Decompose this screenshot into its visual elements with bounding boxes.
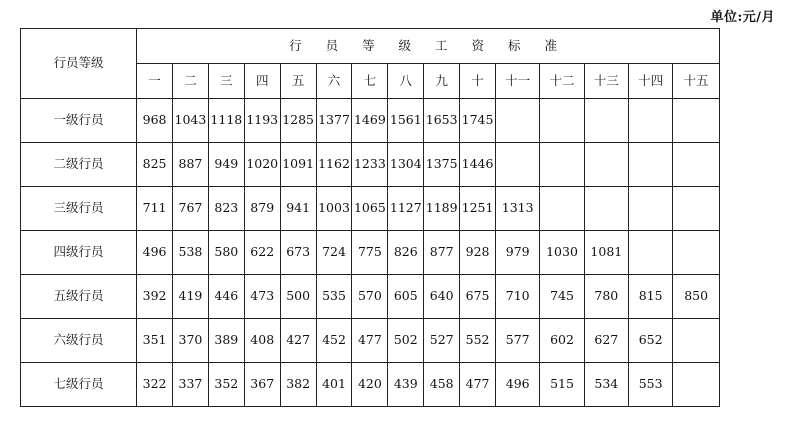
- wage-cell: [629, 99, 673, 143]
- wage-cell: [629, 187, 673, 231]
- wage-cell: [673, 99, 720, 143]
- wage-cell: 711: [137, 187, 173, 231]
- wage-cell: 553: [629, 363, 673, 407]
- row-label: 七级行员: [21, 363, 137, 407]
- wage-cell: 1375: [424, 143, 460, 187]
- row-label: 六级行员: [21, 319, 137, 363]
- wage-cell: 352: [208, 363, 244, 407]
- wage-cell: 1285: [280, 99, 316, 143]
- wage-cell: 1030: [540, 231, 584, 275]
- wage-cell: 1118: [208, 99, 244, 143]
- row-label: 五级行员: [21, 275, 137, 319]
- wage-cell: 879: [244, 187, 280, 231]
- wage-standard-table: [20, 28, 720, 407]
- unit-label: 单位:元/月: [710, 10, 775, 25]
- wage-cell: 452: [316, 319, 352, 363]
- wage-cell: 815: [629, 275, 673, 319]
- wage-cell: [673, 231, 720, 275]
- wage-cell: 1313: [496, 187, 540, 231]
- wage-cell: 979: [496, 231, 540, 275]
- header-row-title: [21, 29, 720, 64]
- table-row: [21, 319, 720, 363]
- wage-cell: 577: [496, 319, 540, 363]
- wage-cell: 570: [352, 275, 388, 319]
- wage-cell: 1043: [173, 99, 209, 143]
- wage-cell: 392: [137, 275, 173, 319]
- wage-cell: 1304: [388, 143, 424, 187]
- wage-cell: 877: [424, 231, 460, 275]
- wage-cell: 401: [316, 363, 352, 407]
- wage-cell: 767: [173, 187, 209, 231]
- grade-header: 十二: [540, 64, 584, 99]
- grade-header: 十三: [584, 64, 628, 99]
- wage-cell: 1127: [388, 187, 424, 231]
- wage-cell: 552: [460, 319, 496, 363]
- wage-cell: 1091: [280, 143, 316, 187]
- grade-header: 八: [388, 64, 424, 99]
- table-row: [21, 187, 720, 231]
- wage-cell: 408: [244, 319, 280, 363]
- wage-cell: [629, 143, 673, 187]
- wage-cell: 477: [460, 363, 496, 407]
- wage-cell: 534: [584, 363, 628, 407]
- wage-cell: 1446: [460, 143, 496, 187]
- wage-cell: 420: [352, 363, 388, 407]
- row-label: 三级行员: [21, 187, 137, 231]
- wage-cell: 627: [584, 319, 628, 363]
- wage-cell: 538: [173, 231, 209, 275]
- grade-header: 一: [137, 64, 173, 99]
- wage-cell: 949: [208, 143, 244, 187]
- wage-cell: [584, 187, 628, 231]
- wage-cell: 1020: [244, 143, 280, 187]
- table-row: [21, 231, 720, 275]
- wage-cell: 427: [280, 319, 316, 363]
- grade-header: 十五: [673, 64, 720, 99]
- table-title: 行 员 等 级 工 资 标 准: [137, 29, 720, 64]
- grade-header: 三: [208, 64, 244, 99]
- wage-cell: 351: [137, 319, 173, 363]
- wage-cell: 477: [352, 319, 388, 363]
- wage-cell: 887: [173, 143, 209, 187]
- grade-header: 十: [460, 64, 496, 99]
- wage-cell: 850: [673, 275, 720, 319]
- wage-cell: 652: [629, 319, 673, 363]
- wage-cell: 1653: [424, 99, 460, 143]
- wage-cell: [540, 187, 584, 231]
- wage-cell: 1193: [244, 99, 280, 143]
- grade-header: 四: [244, 64, 280, 99]
- wage-cell: [496, 99, 540, 143]
- grade-header: 五: [280, 64, 316, 99]
- wage-cell: 602: [540, 319, 584, 363]
- wage-cell: [673, 319, 720, 363]
- wage-cell: 1561: [388, 99, 424, 143]
- row-label: 一级行员: [21, 99, 137, 143]
- wage-cell: 1065: [352, 187, 388, 231]
- wage-cell: 928: [460, 231, 496, 275]
- wage-cell: 1003: [316, 187, 352, 231]
- wage-cell: 535: [316, 275, 352, 319]
- wage-cell: 337: [173, 363, 209, 407]
- wage-cell: [540, 99, 584, 143]
- wage-cell: 1233: [352, 143, 388, 187]
- wage-cell: 382: [280, 363, 316, 407]
- wage-cell: 1081: [584, 231, 628, 275]
- wage-cell: 473: [244, 275, 280, 319]
- wage-cell: 496: [137, 231, 173, 275]
- grade-header: 九: [424, 64, 460, 99]
- wage-cell: 370: [173, 319, 209, 363]
- table-row: [21, 99, 720, 143]
- wage-cell: 673: [280, 231, 316, 275]
- wage-cell: 496: [496, 363, 540, 407]
- table-row: [21, 275, 720, 319]
- wage-cell: 745: [540, 275, 584, 319]
- wage-cell: [629, 231, 673, 275]
- level-column-header: 行员等级: [21, 29, 137, 99]
- wage-cell: 724: [316, 231, 352, 275]
- grade-header: 七: [352, 64, 388, 99]
- wage-cell: 710: [496, 275, 540, 319]
- table-row: [21, 143, 720, 187]
- wage-cell: 1189: [424, 187, 460, 231]
- wage-cell: 825: [137, 143, 173, 187]
- wage-cell: 322: [137, 363, 173, 407]
- wage-cell: 780: [584, 275, 628, 319]
- wage-cell: [584, 143, 628, 187]
- wage-cell: 439: [388, 363, 424, 407]
- wage-cell: 527: [424, 319, 460, 363]
- wage-cell: [584, 99, 628, 143]
- wage-cell: 367: [244, 363, 280, 407]
- wage-cell: 502: [388, 319, 424, 363]
- wage-cell: 458: [424, 363, 460, 407]
- wage-cell: 1251: [460, 187, 496, 231]
- wage-cell: 941: [280, 187, 316, 231]
- wage-cell: 605: [388, 275, 424, 319]
- row-label: 二级行员: [21, 143, 137, 187]
- wage-cell: 622: [244, 231, 280, 275]
- wage-cell: [673, 187, 720, 231]
- wage-cell: [540, 143, 584, 187]
- wage-cell: [496, 143, 540, 187]
- table-body: [21, 99, 720, 407]
- wage-cell: 419: [173, 275, 209, 319]
- wage-cell: 1377: [316, 99, 352, 143]
- wage-cell: 1162: [316, 143, 352, 187]
- wage-cell: 640: [424, 275, 460, 319]
- wage-cell: 500: [280, 275, 316, 319]
- grade-header: 二: [173, 64, 209, 99]
- wage-cell: 823: [208, 187, 244, 231]
- wage-cell: 580: [208, 231, 244, 275]
- wage-cell: 968: [137, 99, 173, 143]
- row-label: 四级行员: [21, 231, 137, 275]
- wage-cell: 389: [208, 319, 244, 363]
- wage-cell: [673, 143, 720, 187]
- wage-cell: 775: [352, 231, 388, 275]
- grade-header: 六: [316, 64, 352, 99]
- wage-cell: 1745: [460, 99, 496, 143]
- wage-cell: 446: [208, 275, 244, 319]
- page-edge-crop: [720, 28, 787, 435]
- wage-cell: 675: [460, 275, 496, 319]
- wage-cell: 826: [388, 231, 424, 275]
- wage-cell: [673, 363, 720, 407]
- wage-cell: 1469: [352, 99, 388, 143]
- table-row: [21, 363, 720, 407]
- grade-header: 十四: [629, 64, 673, 99]
- wage-cell: 515: [540, 363, 584, 407]
- grade-header: 十一: [496, 64, 540, 99]
